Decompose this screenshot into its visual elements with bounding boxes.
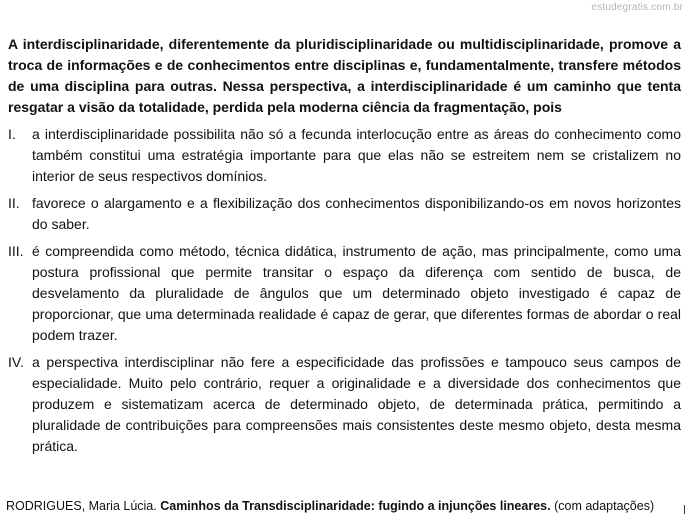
citation-note: (com adaptações)	[554, 499, 655, 513]
statement-text: a interdisciplinaridade possibilita não só a fecunda interlocução entre as áreas do conhecimento como também constitui uma estratégia importante para que elas não se estreitem nem se cristalizem no interior de seus respectivos domínios.	[32, 126, 681, 184]
statement-text: a perspectiva interdisciplinar não fere a especificidade das profissões e tampouco seus campos de especialidade. Muito pelo contrário, requer a originalidade e a diversidade dos conhecimentos que produzem e sistematizam acerca de determinado objeto, de determinada prática, permitindo a pluralidade de contribuições para compreensões mais consistentes deste mesmo objeto, desta mesma prática.	[32, 354, 681, 454]
statement-text: é compreendida como método, técnica didática, instrumento de ação, mas principalmente, como uma postura profissional que permite transitar o espaço da diferença com sentido de busca, de desvelamento da pluralidade de ângulos que um determinado objeto investigado é capaz de proporcionar, que uma determinada realidade é capaz de gerar, que diferentes formas de abordar o real podem trazer.	[32, 243, 681, 343]
question-stem: A interdisciplinaridade, diferentemente da pluridisciplinaridade ou multidisciplinaridade, promove a troca de informações e de conhecimentos entre disciplinas e, fundamentalmente, transfere métodos de uma disciplina para outras. Nessa perspectiva, a interdisciplinaridade é um caminho que tenta resgatar a visão da totalidade, perdida pela moderna ciência da fragmentação, pois	[8, 36, 681, 115]
source-citation	[6, 498, 654, 514]
statement-list	[8, 124, 681, 457]
statement-number: III.	[8, 243, 24, 259]
page-edge-mark	[684, 505, 685, 514]
citation-author: RODRIGUES, Maria Lúcia.	[6, 499, 157, 513]
statement-number: IV.	[8, 354, 24, 370]
site-watermark: estudegratis.com.br	[591, 2, 683, 13]
statement-item-3	[8, 241, 681, 346]
statement-text: favorece o alargamento e a flexibilização dos conhecimentos disponibilizando-os em novos horizontes do saber.	[32, 195, 681, 232]
statement-item-4	[8, 352, 681, 457]
statement-number: II.	[8, 195, 20, 211]
citation-title: Caminhos da Transdisciplinaridade: fugindo a injunções lineares.	[160, 499, 551, 513]
statement-item-2	[8, 193, 681, 235]
statement-number: I.	[8, 126, 16, 142]
statement-item-1	[8, 124, 681, 187]
